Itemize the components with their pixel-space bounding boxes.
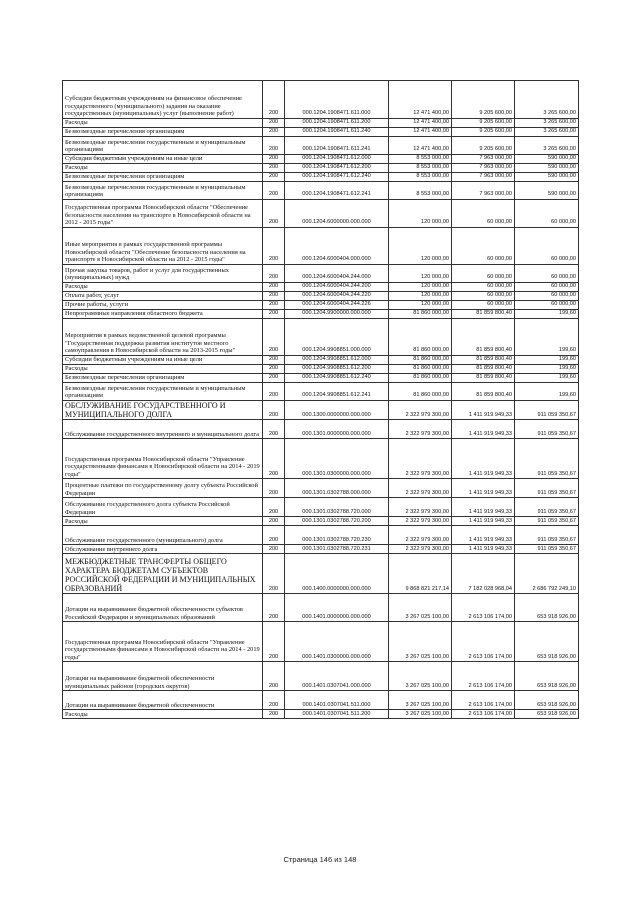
table-row	[63, 383, 579, 401]
page-number-footer: Страница 146 из 148	[283, 855, 357, 864]
row-approved-cell: 81 860 000,00	[389, 310, 452, 319]
table-row	[63, 228, 579, 265]
row-remaining-cell: 60 000,00	[515, 200, 579, 228]
row-name-cell: Расходы	[63, 710, 263, 719]
row-remaining-cell: 2 686 792 249,10	[515, 554, 579, 594]
row-kbk-cell: 000.1204.1908471.611.240	[285, 128, 389, 137]
row-remaining-cell: 60 000,00	[515, 292, 579, 301]
row-remaining-cell: 590 000,00	[515, 155, 579, 164]
row-kbk-cell: 000.1204.9908851.612.241	[285, 383, 389, 401]
row-executed-cell: 1 411 919 949,33	[452, 401, 515, 420]
table-row	[63, 301, 579, 310]
row-executed-cell: 7 963 000,00	[452, 155, 515, 164]
row-name-cell: Оплата работ, услуг	[63, 292, 263, 301]
table-row	[63, 662, 579, 691]
row-remaining-cell: 60 000,00	[515, 283, 579, 292]
row-code-cell: 200	[263, 439, 285, 479]
row-code-cell: 200	[263, 662, 285, 691]
row-kbk-cell: 000.1401.0307041.511.200	[285, 710, 389, 719]
row-approved-cell: 2 322 979 300,00	[389, 420, 452, 439]
row-code-cell: 200	[263, 137, 285, 155]
row-remaining-cell: 911 059 350,67	[515, 517, 579, 526]
row-executed-cell: 7 963 000,00	[452, 164, 515, 173]
row-kbk-cell: 000.1204.1908471.612.240	[285, 173, 389, 182]
row-code-cell: 200	[263, 401, 285, 420]
row-kbk-cell: 000.1301.0302788.720.000	[285, 498, 389, 517]
table-row	[63, 374, 579, 383]
row-approved-cell: 3 267 025 100,00	[389, 691, 452, 710]
row-executed-cell: 60 000,00	[452, 283, 515, 292]
row-approved-cell: 12 471 400,00	[389, 137, 452, 155]
table-row	[63, 265, 579, 283]
row-kbk-cell: 000.1204.9908851.612.000	[285, 356, 389, 365]
row-executed-cell: 7 963 000,00	[452, 182, 515, 200]
row-approved-cell: 8 553 000,00	[389, 164, 452, 173]
table-row	[63, 155, 579, 164]
row-kbk-cell: 000.1301.0302788.720.200	[285, 517, 389, 526]
row-executed-cell: 1 411 919 949,33	[452, 526, 515, 545]
table-row	[63, 137, 579, 155]
row-remaining-cell: 3 265 600,00	[515, 119, 579, 128]
row-name-cell: Дотации на выравнивание бюджетной обеспеченности субъектов Российской Федерации и муниципальных образований	[63, 594, 263, 622]
table-row	[63, 517, 579, 526]
row-name-cell: Иные мероприятия в рамках государственной программы Новосибирской области "Обеспечение безопасности населения на транспорте в Новосибирской области на 2012 - 2015 годы"	[63, 228, 263, 265]
budget-table-body	[63, 81, 579, 719]
row-executed-cell: 2 613 106 174,00	[452, 594, 515, 622]
table-row	[63, 622, 579, 662]
row-executed-cell: 9 205 600,00	[452, 137, 515, 155]
row-approved-cell: 81 860 000,00	[389, 383, 452, 401]
row-code-cell: 200	[263, 128, 285, 137]
row-approved-cell: 120 000,00	[389, 228, 452, 265]
row-code-cell: 200	[263, 182, 285, 200]
row-code-cell: 200	[263, 691, 285, 710]
row-executed-cell: 9 205 600,00	[452, 119, 515, 128]
row-executed-cell: 81 859 800,40	[452, 374, 515, 383]
table-row	[63, 554, 579, 594]
row-name-cell: Государственная программа Новосибирской области "Обеспечение безопасности населения на транспорте в Новосибирской области на 2012 - 2015 годы"	[63, 200, 263, 228]
row-remaining-cell: 60 000,00	[515, 265, 579, 283]
row-code-cell: 200	[263, 710, 285, 719]
row-executed-cell: 1 411 919 949,33	[452, 517, 515, 526]
row-code-cell: 200	[263, 283, 285, 292]
table-row	[63, 119, 579, 128]
row-code-cell: 200	[263, 545, 285, 554]
table-row	[63, 594, 579, 622]
row-name-cell: Прочие работы, услуги	[63, 301, 263, 310]
table-row	[63, 365, 579, 374]
row-name-cell: Безвозмездные перечисления государственным и муниципальным организациям	[63, 182, 263, 200]
row-kbk-cell: 000.1204.1908471.612.241	[285, 182, 389, 200]
table-row	[63, 479, 579, 498]
row-kbk-cell: 000.1204.6000404.244.200	[285, 283, 389, 292]
row-kbk-cell: 000.1204.6000404.000.000	[285, 228, 389, 265]
row-name-cell: Безвозмездные перечисления организациям	[63, 173, 263, 182]
row-name-cell: Безвозмездные перечисления организациям	[63, 374, 263, 383]
row-executed-cell: 1 411 919 949,33	[452, 479, 515, 498]
row-remaining-cell: 60 000,00	[515, 228, 579, 265]
row-remaining-cell: 199,60	[515, 365, 579, 374]
row-kbk-cell: 000.1204.6000404.244.000	[285, 265, 389, 283]
row-kbk-cell: 000.1204.6000000.000.000	[285, 200, 389, 228]
row-approved-cell: 12 471 400,00	[389, 119, 452, 128]
table-row	[63, 420, 579, 439]
table-row	[63, 173, 579, 182]
row-remaining-cell: 3 265 600,00	[515, 128, 579, 137]
row-approved-cell: 8 553 000,00	[389, 155, 452, 164]
row-code-cell: 200	[263, 292, 285, 301]
row-approved-cell: 2 322 979 300,00	[389, 498, 452, 517]
row-executed-cell: 60 000,00	[452, 265, 515, 283]
row-executed-cell: 2 613 106 174,00	[452, 691, 515, 710]
row-executed-cell: 9 205 600,00	[452, 128, 515, 137]
row-code-cell: 200	[263, 301, 285, 310]
row-kbk-cell: 000.1204.9908851.612.240	[285, 374, 389, 383]
row-executed-cell: 2 613 106 174,00	[452, 622, 515, 662]
row-remaining-cell: 911 059 350,67	[515, 498, 579, 517]
row-executed-cell: 1 411 919 949,33	[452, 545, 515, 554]
row-kbk-cell: 000.1301.0302788.720.230	[285, 526, 389, 545]
row-kbk-cell: 000.1204.9908851.000.000	[285, 319, 389, 356]
row-remaining-cell: 653 918 926,00	[515, 594, 579, 622]
row-kbk-cell: 000.1204.1908471.611.241	[285, 137, 389, 155]
table-row	[63, 283, 579, 292]
row-name-cell: Субсидии бюджетным учреждениям на иные цели	[63, 356, 263, 365]
row-remaining-cell: 199,60	[515, 374, 579, 383]
row-approved-cell: 3 267 025 100,00	[389, 594, 452, 622]
row-name-cell: Расходы	[63, 164, 263, 173]
row-name-cell: Расходы	[63, 283, 263, 292]
row-code-cell: 200	[263, 365, 285, 374]
row-code-cell: 200	[263, 173, 285, 182]
row-kbk-cell: 000.1301.0300000.000.000	[285, 439, 389, 479]
row-kbk-cell: 000.1204.9900000.000.000	[285, 310, 389, 319]
row-name-cell: Государственная программа Новосибирской области "Управление государственными финансами в Новосибирской области на 2014 - 2019 годы"	[63, 622, 263, 662]
row-code-cell: 200	[263, 517, 285, 526]
row-name-cell: Безвозмездные перечисления государственным и муниципальным организациям	[63, 137, 263, 155]
row-approved-cell: 2 322 979 300,00	[389, 526, 452, 545]
row-kbk-cell: 000.1204.1908471.611.000	[285, 81, 389, 119]
row-executed-cell: 2 613 106 174,00	[452, 662, 515, 691]
row-code-cell: 200	[263, 356, 285, 365]
row-approved-cell: 120 000,00	[389, 301, 452, 310]
row-approved-cell: 81 860 000,00	[389, 365, 452, 374]
row-kbk-cell: 000.1204.1908471.611.200	[285, 119, 389, 128]
row-kbk-cell: 000.1301.0000000.000.000	[285, 420, 389, 439]
row-code-cell: 200	[263, 554, 285, 594]
row-executed-cell: 7 182 028 968,04	[452, 554, 515, 594]
row-name-cell: Расходы	[63, 517, 263, 526]
row-name-cell: Прочая закупка товаров, работ и услуг для государственных (муниципальных) нужд	[63, 265, 263, 283]
row-name-cell: Дотации на выравнивание бюджетной обеспеченности муниципальных районов (городских округов)	[63, 662, 263, 691]
row-name-cell: Безвозмездные перечисления организациям	[63, 128, 263, 137]
row-executed-cell: 81 859 800,40	[452, 383, 515, 401]
row-approved-cell: 12 471 400,00	[389, 81, 452, 119]
row-kbk-cell: 000.1401.0307041.000.000	[285, 662, 389, 691]
row-name-cell: Обслуживание внутреннего долга	[63, 545, 263, 554]
row-executed-cell: 81 859 800,40	[452, 356, 515, 365]
row-remaining-cell: 590 000,00	[515, 173, 579, 182]
row-remaining-cell: 199,60	[515, 383, 579, 401]
row-approved-cell: 8 553 000,00	[389, 182, 452, 200]
row-approved-cell: 2 322 979 300,00	[389, 545, 452, 554]
row-code-cell: 200	[263, 81, 285, 119]
row-name-cell: Дотации на выравнивание бюджетной обеспеченности	[63, 691, 263, 710]
row-executed-cell: 7 963 000,00	[452, 173, 515, 182]
row-remaining-cell: 199,60	[515, 356, 579, 365]
row-code-cell: 200	[263, 310, 285, 319]
row-approved-cell: 120 000,00	[389, 200, 452, 228]
row-remaining-cell: 590 000,00	[515, 182, 579, 200]
row-name-cell: Процентные платежи по государственному долгу субъекта Российской Федерации	[63, 479, 263, 498]
row-executed-cell: 81 859 800,40	[452, 310, 515, 319]
row-approved-cell: 2 322 979 300,00	[389, 479, 452, 498]
table-row	[63, 128, 579, 137]
row-executed-cell: 60 000,00	[452, 301, 515, 310]
row-remaining-cell: 3 265 600,00	[515, 137, 579, 155]
table-row	[63, 164, 579, 173]
row-name-cell: Субсидии бюджетным учреждениям на иные цели	[63, 155, 263, 164]
row-code-cell: 200	[263, 622, 285, 662]
row-code-cell: 200	[263, 200, 285, 228]
row-approved-cell: 3 267 025 100,00	[389, 622, 452, 662]
table-row	[63, 439, 579, 479]
table-row	[63, 292, 579, 301]
row-name-cell: Расходы	[63, 119, 263, 128]
row-code-cell: 200	[263, 374, 285, 383]
row-kbk-cell: 000.1204.9908851.612.200	[285, 365, 389, 374]
row-code-cell: 200	[263, 155, 285, 164]
row-name-cell: Обслуживание государственного внутреннего и муниципального долга	[63, 420, 263, 439]
row-kbk-cell: 000.1301.0302788.000.000	[285, 479, 389, 498]
row-name-cell: МЕЖБЮДЖЕТНЫЕ ТРАНСФЕРТЫ ОБЩЕГО ХАРАКТЕРА БЮДЖЕТАМ СУБЪЕКТОВ РОССИЙСКОЙ ФЕДЕРАЦИИ И МУНИЦИПАЛЬНЫХ ОБРАЗОВАНИЙ	[63, 554, 263, 594]
row-approved-cell: 8 553 000,00	[389, 173, 452, 182]
row-kbk-cell: 000.1401.0307041.511.000	[285, 691, 389, 710]
row-approved-cell: 81 860 000,00	[389, 319, 452, 356]
row-name-cell: Непрограммные направления областного бюджета	[63, 310, 263, 319]
table-row	[63, 401, 579, 420]
row-approved-cell: 2 322 979 300,00	[389, 401, 452, 420]
row-kbk-cell: 000.1401.0300000.000.000	[285, 622, 389, 662]
row-approved-cell: 81 860 000,00	[389, 356, 452, 365]
row-name-cell: Субсидии бюджетным учреждениям на финансовое обеспечение государственного (муниципального) задания на оказание государственных (муниципальных) услуг (выполнение работ)	[63, 81, 263, 119]
table-row	[63, 710, 579, 719]
row-code-cell: 200	[263, 526, 285, 545]
row-approved-cell: 3 267 025 100,00	[389, 710, 452, 719]
row-name-cell: Государственная программа Новосибирской области "Управление государственными финансами в Новосибирской области на 2014 - 2019 годы"	[63, 439, 263, 479]
table-row	[63, 526, 579, 545]
row-remaining-cell: 911 059 350,67	[515, 439, 579, 479]
row-executed-cell: 1 411 919 949,33	[452, 439, 515, 479]
row-executed-cell: 60 000,00	[452, 292, 515, 301]
row-name-cell: ОБСЛУЖИВАНИЕ ГОСУДАРСТВЕННОГО И МУНИЦИПАЛЬНОГО ДОЛГА	[63, 401, 263, 420]
row-remaining-cell: 911 059 350,67	[515, 526, 579, 545]
row-kbk-cell: 000.1400.0000000.000.000	[285, 554, 389, 594]
row-approved-cell: 2 322 979 300,00	[389, 439, 452, 479]
row-code-cell: 200	[263, 479, 285, 498]
row-approved-cell: 2 322 979 300,00	[389, 517, 452, 526]
row-remaining-cell: 911 059 350,67	[515, 545, 579, 554]
row-remaining-cell: 199,60	[515, 310, 579, 319]
row-executed-cell: 81 859 800,40	[452, 319, 515, 356]
row-kbk-cell: 000.1204.1908471.612.000	[285, 155, 389, 164]
row-approved-cell: 120 000,00	[389, 283, 452, 292]
row-remaining-cell: 3 265 600,00	[515, 81, 579, 119]
row-approved-cell: 3 267 025 100,00	[389, 662, 452, 691]
table-row	[63, 545, 579, 554]
row-code-cell: 200	[263, 420, 285, 439]
row-code-cell: 200	[263, 498, 285, 517]
row-name-cell: Безвозмездные перечисления государственным и муниципальным организациям	[63, 383, 263, 401]
row-kbk-cell: 000.1301.0302788.720.231	[285, 545, 389, 554]
table-row	[63, 691, 579, 710]
row-remaining-cell: 911 059 350,67	[515, 401, 579, 420]
row-code-cell: 200	[263, 594, 285, 622]
table-row	[63, 81, 579, 119]
row-name-cell: Обслуживание государственного долга субъекта Российской Федерации	[63, 498, 263, 517]
row-approved-cell: 120 000,00	[389, 292, 452, 301]
row-executed-cell: 81 859 800,40	[452, 365, 515, 374]
table-row	[63, 310, 579, 319]
row-code-cell: 200	[263, 319, 285, 356]
row-name-cell: Расходы	[63, 365, 263, 374]
row-approved-cell: 120 000,00	[389, 265, 452, 283]
row-remaining-cell: 653 918 926,00	[515, 710, 579, 719]
table-row	[63, 182, 579, 200]
table-row	[63, 319, 579, 356]
row-code-cell: 200	[263, 228, 285, 265]
row-remaining-cell: 653 918 926,00	[515, 691, 579, 710]
row-kbk-cell: 000.1300.0000000.000.000	[285, 401, 389, 420]
row-executed-cell: 1 411 919 949,33	[452, 420, 515, 439]
row-remaining-cell: 199,60	[515, 319, 579, 356]
row-executed-cell: 2 613 106 174,00	[452, 710, 515, 719]
row-code-cell: 200	[263, 265, 285, 283]
table-row	[63, 356, 579, 365]
row-remaining-cell: 60 000,00	[515, 301, 579, 310]
row-remaining-cell: 911 059 350,67	[515, 420, 579, 439]
row-remaining-cell: 653 918 926,00	[515, 662, 579, 691]
row-approved-cell: 81 860 000,00	[389, 374, 452, 383]
row-code-cell: 200	[263, 164, 285, 173]
table-row	[63, 498, 579, 517]
row-remaining-cell: 911 059 350,67	[515, 479, 579, 498]
row-name-cell: Мероприятия в рамках ведомственной целевой программы "Государственная поддержка развития институтов местного самоуправления в Новосибирской области на 2013-2015 годы"	[63, 319, 263, 356]
row-approved-cell: 9 868 821 217,14	[389, 554, 452, 594]
row-remaining-cell: 653 918 926,00	[515, 622, 579, 662]
row-kbk-cell: 000.1204.1908471.612.200	[285, 164, 389, 173]
row-executed-cell: 60 000,00	[452, 228, 515, 265]
row-code-cell: 200	[263, 119, 285, 128]
row-code-cell: 200	[263, 383, 285, 401]
row-kbk-cell: 000.1204.6000404.244.220	[285, 292, 389, 301]
row-executed-cell: 1 411 919 949,33	[452, 498, 515, 517]
row-approved-cell: 12 471 400,00	[389, 128, 452, 137]
table-row	[63, 200, 579, 228]
row-executed-cell: 60 000,00	[452, 200, 515, 228]
row-kbk-cell: 000.1401.0000000.000.000	[285, 594, 389, 622]
row-executed-cell: 9 205 600,00	[452, 81, 515, 119]
budget-table	[62, 80, 579, 719]
row-name-cell: Обслуживание государственного (муниципального) долга	[63, 526, 263, 545]
row-kbk-cell: 000.1204.6000404.244.226	[285, 301, 389, 310]
row-remaining-cell: 590 000,00	[515, 164, 579, 173]
